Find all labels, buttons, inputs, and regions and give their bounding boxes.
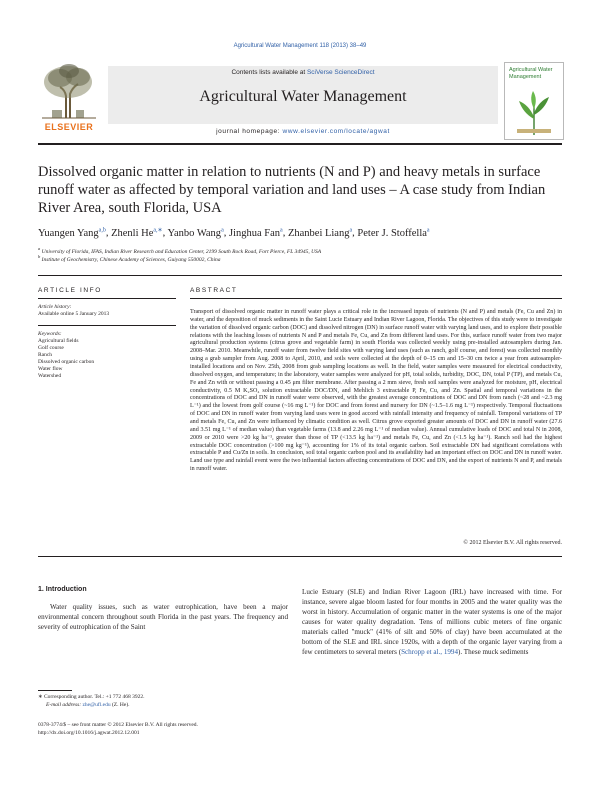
elsevier-wordmark: ELSEVIER — [44, 122, 94, 132]
article-info-rule — [38, 298, 176, 299]
sciencedirect-link[interactable]: SciVerse ScienceDirect — [306, 69, 375, 76]
keyword-item: Agricultural fields — [38, 338, 79, 344]
masthead-divider — [38, 143, 562, 145]
issn-note: 0378-3774/$ – see front matter © 2012 Elsevier B.V. All rights reserved. — [38, 722, 198, 728]
journal-title: Agricultural Water Management — [199, 88, 407, 105]
article-history: Article history: Available online 5 January 2013 — [38, 304, 110, 317]
abstract-text: Transport of dissolved organic matter in runoff water plays a critical role in the increased inputs of nutrients (N and P) and metals (Fe, Cu and Zn) in water, and the deposition of muck sediments in the Saint Lucie Estuary and Indian River Lagoon, Florida. The objectives of this study were to investigate the variation of dissolved organic carbon (DOC) and dissolved nitrogen (DN) in surface runoff water with varying land uses, and to explore their possible relations with the leaching losses of nutrients N and P and metals Fe, Cu, and Zn from different land uses. For this, surface runoff water from two major agricultural production systems (citrus grove and vegetable farm) in south Florida was collected weekly using pre-installed autosamplers during Jan. 2008–Mar. 2010. Meanwhile, runoff water from twelve field sites with varying land uses (such as ranch, golf course, and forest) was collected monthly using a grab sampler from Aug. 2008 to April, 2010, and soils were collected at the depth of 0–15 cm and 15–30 cm twice a year from autosampler-installed locations and on Nov. 25th, 2008 from grab sampling locations as well. In the field, water samples were measured for electrical conductivity, dissolved oxygen, and temperature; in the laboratory, water samples were analyzed for pH, total solids, turbidity, DOC, DN, total P (TP), and metals Cu, Fe and Zn with or without passing a 0.45 μm filter membrane. After passing a 2 mm sieve, fresh soil samples were analyzed for moisture, pH, electrical conductivity, 0.5 M K₂SO₄ solution extractable DOC/DN, and Mehlich 3 extractable P, Fe, Cu, and Zn. Spatial and temporal variations in the concentrations of DOC and DN in runoff water were observed, with the greatest average concentrations of DOC and DN from ranch (~28 and ~2.3 mg L⁻¹) and the lowest from golf course (~16 mg L⁻¹) for DOC and from forest and nursery for DN (~1.5–1.6 mg L⁻¹) respectively. Temporal fluctuations of DOC and DN in runoff water from varying land uses were in good accord with rainfall intensity and frequency of rainfall. Temporal variations of TP and metals Fe, Cu, and Zn were influenced by climatic condition as well. Citrus grove exported greater amounts of DOC and DN in runoff water (27.6 and 3.51 mg L⁻¹ of median value) than vegetable farms (13.8 and 2.26 mg L⁻¹ of median value). Annual cumulative loads of DOC and total N in 2008, 2009 or 2010 were >20 kg ha⁻¹, greater than those of TP (<13.5 kg ha⁻¹) and metals Fe, Cu, and Zn (<1.5 kg ha⁻¹). Ranch soil had the highest extractable DOC concentration (>100 mg kg⁻¹), accounting for 1% of its total organic carbon. Soil extractable DN had significant correlations with extractable P and Cu/Zn in soils. In conclusion, soil total organic carbon pool and its availability had an important effect on DOC and DN in runoff water. Land use type and rainfall event were the two influential factors affecting concentrations of DOC and DN, and the export of nutrients N and P, and metals in runoff water. — [190, 309, 562, 473]
journal-homepage — [108, 128, 498, 135]
affiliation-b: $^b$ Institute of Geochemistry, Chinese Academy of Sciences, Guiyang 550002, China — [38, 254, 221, 263]
author-6[interactable]: Peter J. Stoffella$^a$ — [357, 227, 430, 239]
introduction-right-column: Lucie Estuary (SLE) and Indian River Lagoon (IRL) have increased with time. For instance, severe algae bloom lasted for four months in 2005 and the water quality was the worst in history. Accumulation of organic matter in the water systems is one of the major causes for water quality degradation. Tens of millions cubic meters of fine organic materials called "muck" (41% of silt and 50% of clay) have been accumulated at the bottom of the SLE and IRL since 1920s, with a depth of the organic layer varying from a few centimeters to several meters (Schropp et al., 1994). These muck sediments — [302, 588, 562, 657]
journal-reference[interactable]: Agricultural Water Management 118 (2013) 38–49 — [233, 43, 367, 49]
contents-prefix: Contents lists available at — [231, 69, 307, 76]
journal-cover-thumbnail — [504, 62, 564, 140]
author-5[interactable]: Zhanbei Liang$^a$ — [287, 227, 353, 239]
footnotes — [38, 694, 288, 709]
article-history-rule — [38, 325, 176, 326]
cover-title: Agricultural Water Management — [509, 67, 553, 80]
author-1[interactable]: Yuangen Yang$^{a,b}$ — [38, 227, 106, 239]
email-note: E-mail address: zhe@ufl.edu (Z. He). — [46, 701, 130, 708]
author-4[interactable]: Jinghua Fan$^a$ — [228, 227, 283, 239]
abstract-heading: ABSTRACT — [190, 287, 238, 294]
author-2[interactable]: Zhenli $He^{a,∗}$ — [111, 227, 163, 239]
introduction-heading: 1. Introduction — [38, 586, 87, 593]
keyword-item: Golf course — [38, 345, 64, 351]
abstract-bottom-rule — [38, 556, 562, 557]
citation-link[interactable]: Schropp et al., 1994 — [401, 648, 459, 657]
author-3[interactable]: Yanbo Wang$^a$ — [167, 227, 224, 239]
affiliation-divider — [38, 275, 562, 276]
article-info-heading: ARTICLE INFO — [38, 287, 102, 294]
keyword-item: Ranch — [38, 352, 53, 358]
abstract-rule — [190, 298, 562, 299]
email-link[interactable]: zhe@ufl.edu — [82, 701, 111, 708]
keywords-block: Keywords: Agricultural fields Golf course Ranch Dissolved organic carbon Water flow Watershed — [38, 331, 95, 379]
affiliation-a: $^a$ University of Florida, IFAS, Indian River Research and Education Center, 2199 South Rock Road, Fort Pierce, FL 34945, USA — [38, 246, 322, 255]
abstract-copyright: © 2012 Elsevier B.V. All rights reserved. — [463, 540, 562, 546]
keyword-item: Dissolved organic carbon — [38, 359, 95, 365]
homepage-prefix: journal homepage: — [216, 128, 283, 135]
introduction-left-column: Water quality issues, such as water eutrophication, have been a major environmental concern throughout south Florida in the past years. The frequency and severity of eutrophication of the Saint — [38, 603, 288, 632]
keyword-item: Watershed — [38, 373, 62, 379]
doi-link[interactable]: http://dx.doi.org/10.1016/j.agwat.2012.12.001 — [38, 730, 140, 736]
corresponding-author-note: ∗ Corresponding author. Tel.: +1 772 468 3922. — [38, 694, 145, 700]
homepage-link[interactable]: www.elsevier.com/locate/agwat — [282, 128, 390, 135]
article-title: Dissolved organic matter in relation to nutrients (N and P) and heavy metals in surface runoff water as affected by temporal variation and land uses – A case study from Indian River Area, south Florida, USA — [38, 164, 546, 216]
keyword-item: Water flow — [38, 366, 63, 372]
cover-plant-icon — [513, 89, 555, 135]
masthead-banner — [108, 66, 498, 124]
author-list: Yuangen Yang$^{a,b}$, Zhenli $He^{a,∗}$, Yanbo Wang$^a$, Jinghua Fan$^a$, Zhanbei Liang$^a$, Peter J. Stoffella$^a$ — [38, 227, 430, 239]
contents-availability — [108, 69, 498, 76]
footnote-rule — [38, 690, 72, 691]
journal-masthead — [38, 62, 562, 139]
